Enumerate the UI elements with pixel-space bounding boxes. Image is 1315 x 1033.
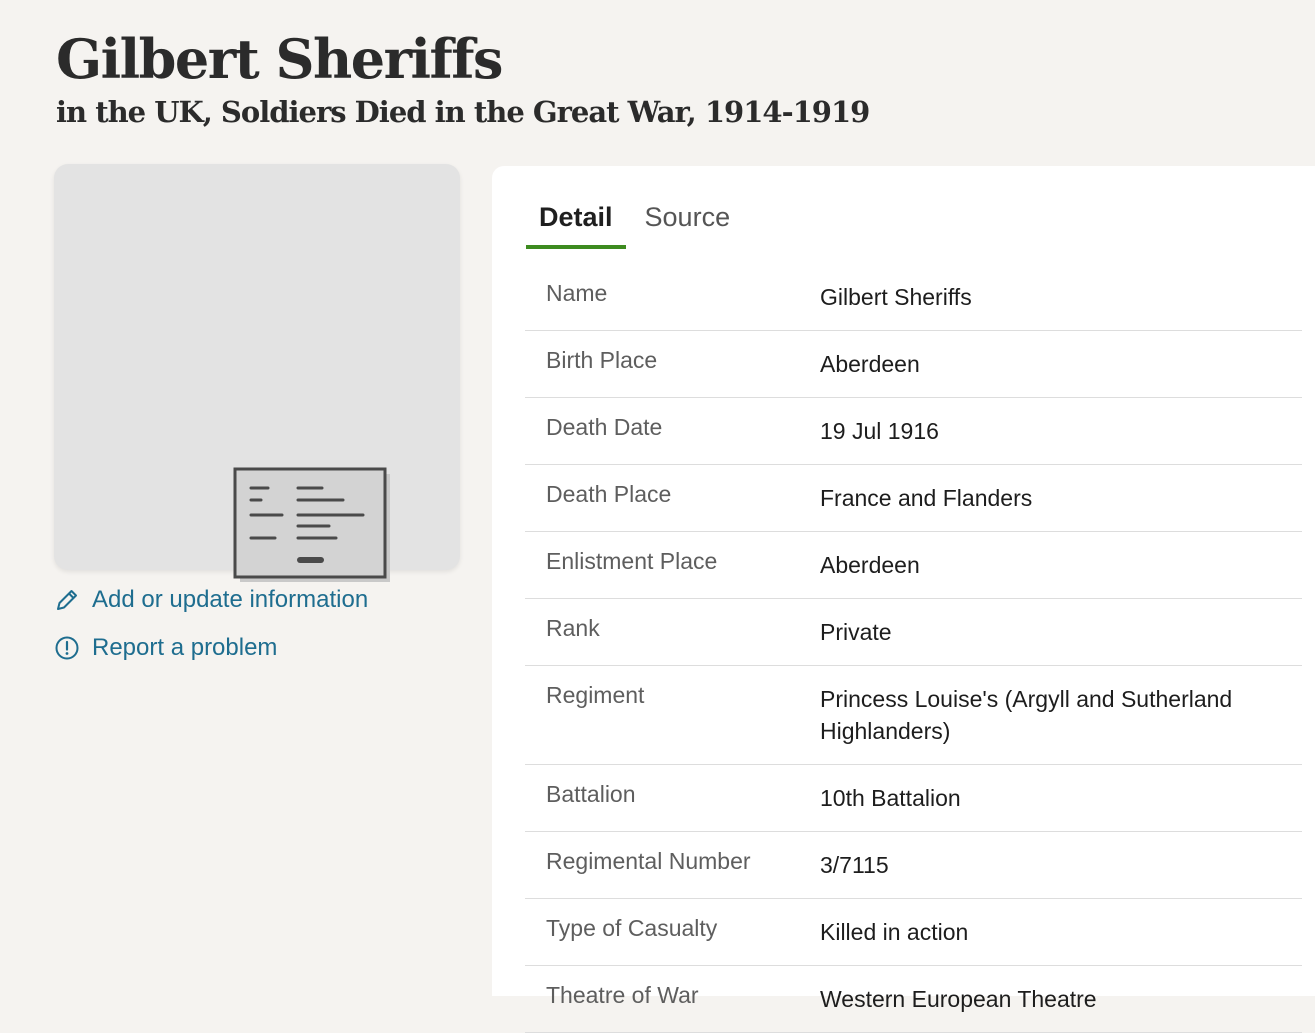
record-thumbnail[interactable] — [54, 164, 460, 570]
detail-label: Enlistment Place — [546, 548, 718, 574]
detail-row-death-place — [525, 465, 1302, 532]
detail-value: 3/7115 — [820, 852, 889, 878]
detail-label: Regiment — [546, 682, 645, 708]
detail-label: Name — [546, 280, 608, 306]
detail-row-regimental-number — [525, 832, 1302, 899]
tab-detail[interactable]: Detail — [526, 198, 626, 249]
detail-row-regiment — [525, 666, 1302, 765]
detail-row-rank — [525, 599, 1302, 666]
page-title: Gilbert Sheriffs — [56, 27, 502, 91]
detail-label: Regimental Number — [546, 848, 751, 874]
detail-label: Battalion — [546, 781, 636, 807]
detail-value: Aberdeen — [820, 351, 920, 377]
pencil-icon — [54, 587, 80, 613]
detail-label: Theatre of War — [546, 982, 699, 1008]
record-detail-panel — [492, 166, 1315, 1012]
detail-label: Death Date — [546, 414, 663, 440]
add-update-info-label: Add or update information — [92, 586, 369, 613]
detail-row-name — [525, 264, 1302, 331]
detail-row-type-of-casualty — [525, 899, 1302, 966]
detail-value: Private — [820, 619, 892, 645]
report-problem-link[interactable] — [54, 634, 277, 662]
detail-table — [525, 264, 1302, 1033]
report-problem-label: Report a problem — [92, 634, 278, 661]
detail-label: Birth Place — [546, 347, 658, 373]
detail-row-battalion — [525, 765, 1302, 832]
detail-value: Killed in action — [820, 919, 969, 945]
tab-source[interactable]: Source — [644, 202, 731, 232]
detail-value: Gilbert Sheriffs — [820, 284, 972, 310]
add-update-info-link[interactable] — [54, 586, 368, 614]
alert-circle-icon — [54, 635, 80, 661]
record-tabs — [526, 198, 743, 249]
detail-row-birth-place — [525, 331, 1302, 398]
detail-row-death-date — [525, 398, 1302, 465]
detail-row-enlistment-place — [525, 532, 1302, 599]
detail-value: 19 Jul 1916 — [820, 418, 939, 444]
detail-value: Aberdeen — [820, 552, 920, 578]
page-subtitle: in the UK, Soldiers Died in the Great War, 1914-1919 — [56, 95, 870, 129]
detail-label: Death Place — [546, 481, 672, 507]
record-document-icon — [232, 466, 394, 586]
detail-label: Rank — [546, 615, 600, 641]
detail-row-theatre-of-war — [525, 966, 1302, 1033]
detail-label: Type of Casualty — [546, 915, 718, 941]
detail-value: 10th Battalion — [820, 785, 961, 811]
detail-value: Western European Theatre — [820, 986, 1097, 1012]
detail-value: Princess Louise's (Argyll and Sutherland Highlanders) — [820, 686, 1233, 744]
detail-value: France and Flanders — [820, 485, 1033, 511]
